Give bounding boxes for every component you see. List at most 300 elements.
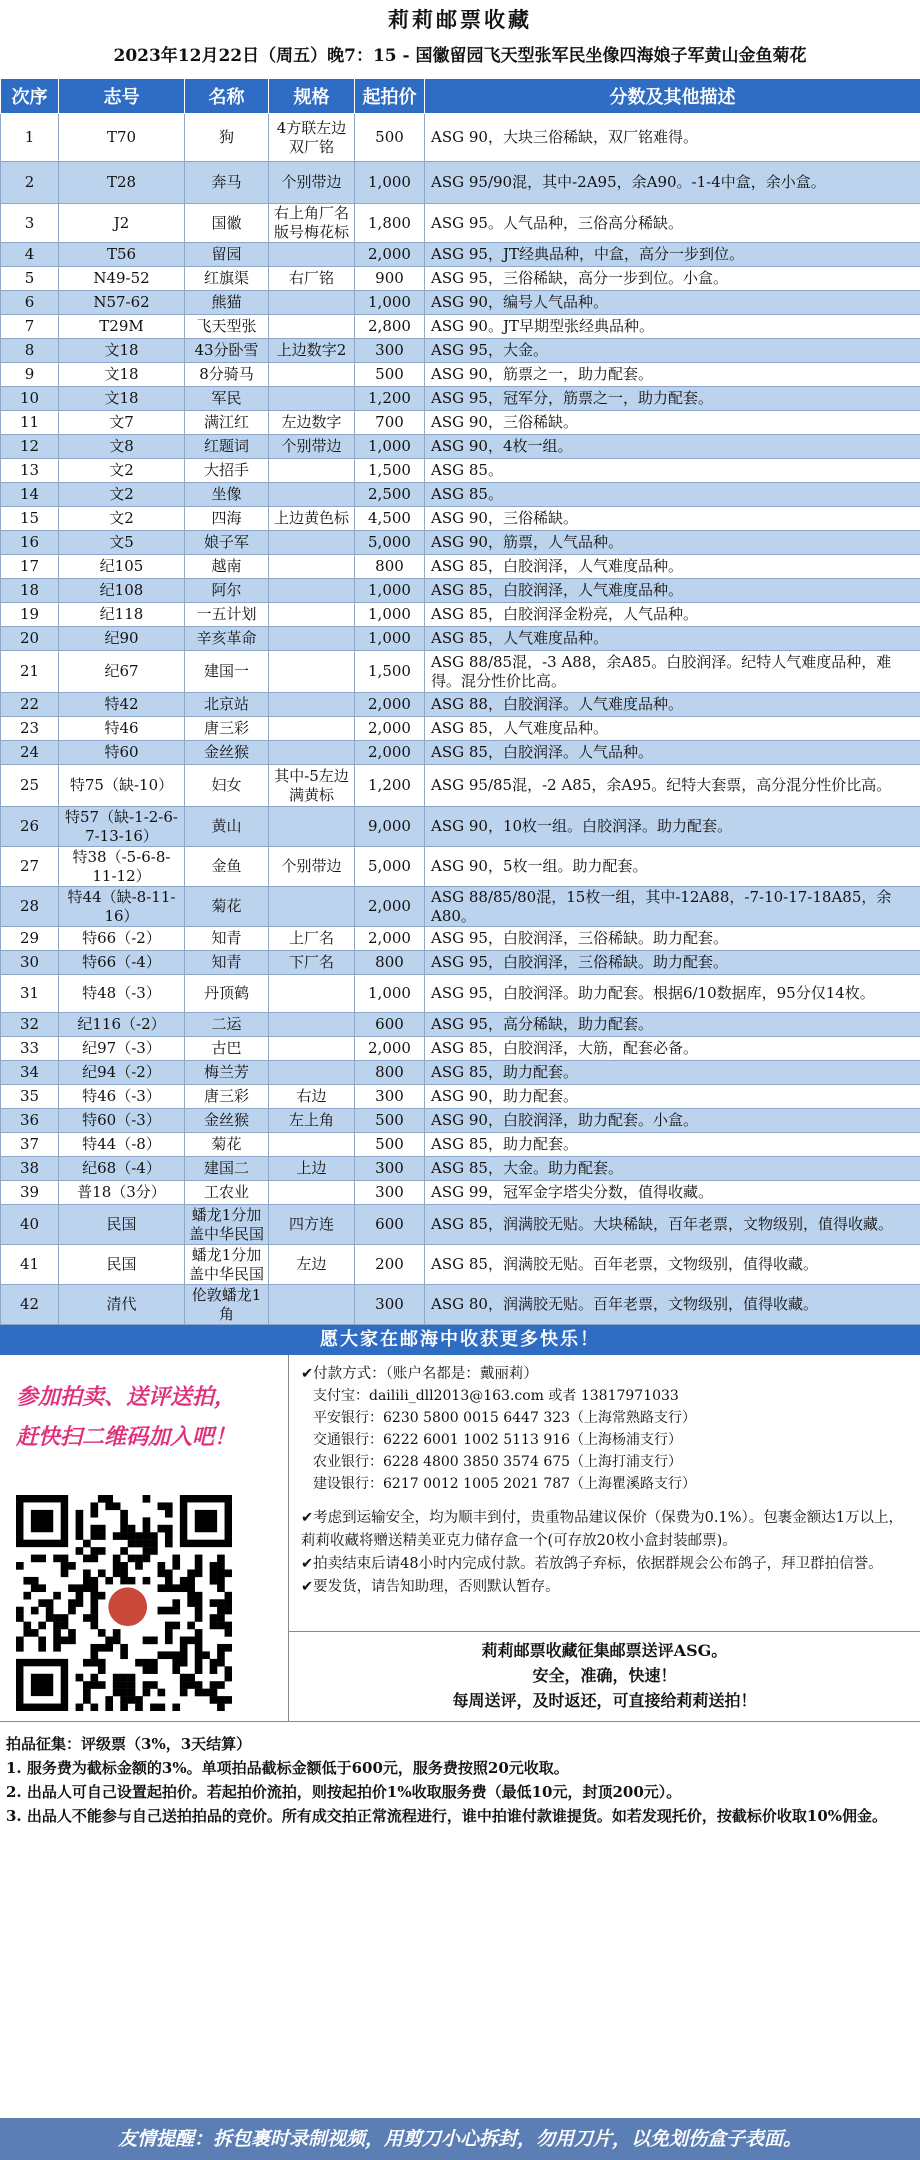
stamp-code: 纪94（-2）: [59, 1061, 185, 1085]
stamp-code: 纪67: [59, 651, 185, 693]
lot-description: ASG 95/85混，-2 A85，余A95。纪特大套票，高分混分性价比高。: [425, 765, 920, 807]
stamp-code: T56: [59, 243, 185, 267]
table-row: [1, 315, 920, 339]
lot-description: ASG 90。JT早期型张经典品种。: [425, 315, 920, 339]
consignment-rules: [0, 1722, 920, 1892]
shipping-notes: [289, 1495, 920, 1599]
stamp-name: 二运: [185, 1013, 269, 1037]
start-price: 2,000: [355, 927, 425, 951]
lot-description: ASG 88/85/80混，15枚一组，其中-12A88，-7-10-17-18A85，余A80。: [425, 887, 920, 927]
table-row: [1, 807, 920, 847]
lot-number: 15: [1, 507, 59, 531]
stamp-code: 特38（-5-6-8-11-12）: [59, 847, 185, 887]
promo-line-2: 赶快扫二维码加入吧！: [16, 1424, 237, 1450]
rules-heading: 拍品征集：评级票（3%，3天结算）: [6, 1735, 252, 1753]
stamp-name: 留园: [185, 243, 269, 267]
col-header-price: 起拍价: [355, 79, 425, 114]
stamp-spec: [269, 693, 355, 717]
note-shipping: ✔考虑到运输安全，均为顺丰到付，贵重物品建议保价（保费为0.1%）。包裹金额达1万以上，莉莉收藏将赠送精美亚克力储存盒一个(可存放20枚小盒封装邮票)。: [301, 1510, 903, 1549]
lot-description: ASG 95。人气品种，三俗高分稀缺。: [425, 204, 920, 243]
lot-description: ASG 85，人气难度品种。: [425, 627, 920, 651]
lot-number: 25: [1, 765, 59, 807]
table-row: [1, 951, 920, 975]
table-row: [1, 459, 920, 483]
stamp-code: N49-52: [59, 267, 185, 291]
lot-description: ASG 90，助力配套。: [425, 1085, 920, 1109]
stamp-spec: [269, 243, 355, 267]
start-price: 2,000: [355, 887, 425, 927]
lot-number: 9: [1, 363, 59, 387]
lot-description: ASG 85，白胶润泽，人气难度品种。: [425, 555, 920, 579]
table-row: [1, 363, 920, 387]
lot-number: 1: [1, 114, 59, 162]
lot-number: 11: [1, 411, 59, 435]
col-header-no: 次序: [1, 79, 59, 114]
payment-info: [289, 1355, 920, 1495]
lot-number: 8: [1, 339, 59, 363]
bank-account: 建设银行：6217 0012 1005 2021 787（上海瞿溪路支行）: [313, 1476, 697, 1492]
stamp-spec: 右厂铭: [269, 267, 355, 291]
stamp-code: 文2: [59, 507, 185, 531]
lot-description: ASG 95/90混，其中-2A95，余A90。-1-4中盒，余小盒。: [425, 162, 920, 204]
lot-number: 3: [1, 204, 59, 243]
stamp-spec: 右边: [269, 1085, 355, 1109]
stamp-code: 特60: [59, 741, 185, 765]
stamp-name: 红题词: [185, 435, 269, 459]
start-price: 2,500: [355, 483, 425, 507]
lot-number: 2: [1, 162, 59, 204]
qr-code[interactable]: [16, 1495, 232, 1711]
lot-number: 41: [1, 1245, 59, 1285]
stamp-spec: 四方连: [269, 1205, 355, 1245]
wish-banner: 愿大家在邮海中收获更多快乐！: [0, 1325, 920, 1355]
promo-text: [0, 1355, 288, 1457]
stamp-code: 特60（-3）: [59, 1109, 185, 1133]
stamp-name: 越南: [185, 555, 269, 579]
stamp-name: 金鱼: [185, 847, 269, 887]
start-price: 500: [355, 114, 425, 162]
stamp-spec: [269, 627, 355, 651]
stamp-spec: [269, 651, 355, 693]
stamp-name: 狗: [185, 114, 269, 162]
lot-number: 27: [1, 847, 59, 887]
lot-description: ASG 95，高分稀缺，助力配套。: [425, 1013, 920, 1037]
stamp-code: 文2: [59, 483, 185, 507]
table-row: [1, 1205, 920, 1245]
start-price: 1,000: [355, 162, 425, 204]
stamp-code: 特46（-3）: [59, 1085, 185, 1109]
stamp-code: 文8: [59, 435, 185, 459]
lot-number: 20: [1, 627, 59, 651]
stamp-name: 建国一: [185, 651, 269, 693]
table-row: [1, 1037, 920, 1061]
lots-table: [0, 78, 920, 1325]
header: [0, 0, 920, 78]
lot-description: ASG 90，筋票，人气品种。: [425, 531, 920, 555]
table-row: [1, 1109, 920, 1133]
table-row: [1, 765, 920, 807]
stamp-spec: 上边: [269, 1157, 355, 1181]
stamp-spec: 个别带边: [269, 162, 355, 204]
lot-number: 28: [1, 887, 59, 927]
lot-description: ASG 85，白胶润泽。人气品种。: [425, 741, 920, 765]
lot-number: 4: [1, 243, 59, 267]
stamp-spec: [269, 807, 355, 847]
note-delivery: ✔要发货，请告知助理，否则默认暂存。: [301, 1579, 560, 1595]
table-row: [1, 531, 920, 555]
start-price: 2,000: [355, 741, 425, 765]
stamp-name: 妇女: [185, 765, 269, 807]
lot-description: ASG 85，助力配套。: [425, 1133, 920, 1157]
lot-number: 33: [1, 1037, 59, 1061]
lot-description: ASG 95，白胶润泽。助力配套。根据6/10数据库，95分仅14枚。: [425, 975, 920, 1013]
stamp-name: 熊猫: [185, 291, 269, 315]
stamp-spec: [269, 741, 355, 765]
stamp-code: T29M: [59, 315, 185, 339]
start-price: 1,000: [355, 975, 425, 1013]
page-title: 莉莉邮票收藏: [388, 7, 532, 32]
stamp-spec: 左上角: [269, 1109, 355, 1133]
stamp-name: 蟠龙1分加盖中华民国: [185, 1245, 269, 1285]
lot-description: ASG 90，5枚一组。助力配套。: [425, 847, 920, 887]
stamp-code: 纪116（-2）: [59, 1013, 185, 1037]
table-header-row: [1, 79, 920, 114]
start-price: 300: [355, 1085, 425, 1109]
stamp-name: 唐三彩: [185, 1085, 269, 1109]
stamp-code: 特44（缺-8-11-16）: [59, 887, 185, 927]
table-row: [1, 1157, 920, 1181]
stamp-name: 四海: [185, 507, 269, 531]
qr-center-logo-icon: [108, 1587, 147, 1626]
stamp-spec: 上边黄色标: [269, 507, 355, 531]
stamp-code: 特66（-4）: [59, 951, 185, 975]
stamp-code: 文18: [59, 339, 185, 363]
stamp-code: 特44（-8）: [59, 1133, 185, 1157]
stamp-spec: [269, 363, 355, 387]
lot-description: ASG 88，白胶润泽。人气难度品种。: [425, 693, 920, 717]
table-row: [1, 267, 920, 291]
lot-description: ASG 95，大金。: [425, 339, 920, 363]
stamp-code: 特66（-2）: [59, 927, 185, 951]
lot-number: 26: [1, 807, 59, 847]
stamp-name: 大招手: [185, 459, 269, 483]
stamp-code: 文7: [59, 411, 185, 435]
start-price: 500: [355, 1133, 425, 1157]
lot-number: 29: [1, 927, 59, 951]
lot-number: 37: [1, 1133, 59, 1157]
table-row: [1, 627, 920, 651]
asg-service-box: [289, 1631, 920, 1721]
stamp-name: 黄山: [185, 807, 269, 847]
asg-line-2: 安全，准确，快速！: [532, 1666, 677, 1685]
start-price: 600: [355, 1013, 425, 1037]
stamp-name: 一五计划: [185, 603, 269, 627]
stamp-spec: [269, 579, 355, 603]
lot-description: ASG 80，润满胶无贴。百年老票，文物级别，值得收藏。: [425, 1285, 920, 1325]
lot-number: 5: [1, 267, 59, 291]
lot-description: ASG 85，白胶润泽，大筋，配套必备。: [425, 1037, 920, 1061]
table-row: [1, 555, 920, 579]
info-section: [0, 1355, 920, 1722]
stamp-code: 特48（-3）: [59, 975, 185, 1013]
lot-number: 6: [1, 291, 59, 315]
stamp-spec: 上边数字2: [269, 339, 355, 363]
lot-description: ASG 90，编号人气品种。: [425, 291, 920, 315]
lot-description: ASG 95，JT经典品种，中盒，高分一步到位。: [425, 243, 920, 267]
lot-description: ASG 90，三俗稀缺。: [425, 507, 920, 531]
stamp-code: 文2: [59, 459, 185, 483]
table-row: [1, 1013, 920, 1037]
lot-number: 19: [1, 603, 59, 627]
promo-panel: [0, 1355, 289, 1721]
stamp-code: N57-62: [59, 291, 185, 315]
start-price: 1,000: [355, 291, 425, 315]
stamp-code: 文18: [59, 363, 185, 387]
stamp-name: 金丝猴: [185, 741, 269, 765]
lot-number: 36: [1, 1109, 59, 1133]
lot-description: ASG 85，大金。助力配套。: [425, 1157, 920, 1181]
table-row: [1, 1133, 920, 1157]
stamp-name: 菊花: [185, 887, 269, 927]
lot-number: 35: [1, 1085, 59, 1109]
stamp-code: 纪68（-4）: [59, 1157, 185, 1181]
lot-description: ASG 85。: [425, 459, 920, 483]
start-price: 2,800: [355, 315, 425, 339]
stamp-spec: [269, 555, 355, 579]
lot-number: 12: [1, 435, 59, 459]
col-header-name: 名称: [185, 79, 269, 114]
start-price: 900: [355, 267, 425, 291]
stamp-code: 纪90: [59, 627, 185, 651]
stamp-spec: 左边数字: [269, 411, 355, 435]
stamp-code: 清代: [59, 1285, 185, 1325]
stamp-code: 特42: [59, 693, 185, 717]
lot-number: 7: [1, 315, 59, 339]
stamp-spec: 下厂名: [269, 951, 355, 975]
lot-description: ASG 95，白胶润泽，三俗稀缺。助力配套。: [425, 927, 920, 951]
lot-description: ASG 95，白胶润泽，三俗稀缺。助力配套。: [425, 951, 920, 975]
lot-number: 40: [1, 1205, 59, 1245]
lot-description: ASG 90，筋票之一，助力配套。: [425, 363, 920, 387]
footer-reminder: 友情提醒：拆包裹时录制视频，用剪刀小心拆封，勿用刀片，以免划伤盒子表面。: [0, 2118, 920, 2160]
lot-number: 18: [1, 579, 59, 603]
start-price: 1,000: [355, 627, 425, 651]
start-price: 5,000: [355, 847, 425, 887]
stamp-spec: [269, 1013, 355, 1037]
start-price: 500: [355, 363, 425, 387]
stamp-code: 纪105: [59, 555, 185, 579]
stamp-spec: [269, 887, 355, 927]
stamp-code: 普18（3分）: [59, 1181, 185, 1205]
table-row: [1, 411, 920, 435]
stamp-spec: [269, 717, 355, 741]
table-row: [1, 483, 920, 507]
stamp-name: 伦敦蟠龙1角: [185, 1285, 269, 1325]
stamp-name: 唐三彩: [185, 717, 269, 741]
stamp-name: 古巴: [185, 1037, 269, 1061]
stamp-name: 金丝猴: [185, 1109, 269, 1133]
lot-number: 38: [1, 1157, 59, 1181]
lot-description: ASG 88/85混，-3 A88，余A85。白胶润泽。纪特人气难度品种，难得。混分性价比高。: [425, 651, 920, 693]
stamp-code: T28: [59, 162, 185, 204]
stamp-name: 红旗渠: [185, 267, 269, 291]
stamp-name: 梅兰芳: [185, 1061, 269, 1085]
payment-panel: [289, 1355, 920, 1721]
stamp-name: 菊花: [185, 1133, 269, 1157]
start-price: 1,800: [355, 204, 425, 243]
asg-line-1: 莉莉邮票收藏征集邮票送评ASG。: [481, 1641, 728, 1660]
start-price: 300: [355, 339, 425, 363]
stamp-name: 知青: [185, 927, 269, 951]
stamp-name: 满江红: [185, 411, 269, 435]
table-row: [1, 887, 920, 927]
lot-number: 13: [1, 459, 59, 483]
lot-description: ASG 85，人气难度品种。: [425, 717, 920, 741]
stamp-code: 文5: [59, 531, 185, 555]
stamp-spec: [269, 975, 355, 1013]
lot-number: 42: [1, 1285, 59, 1325]
table-row: [1, 741, 920, 765]
stamp-name: 工农业: [185, 1181, 269, 1205]
stamp-name: 北京站: [185, 693, 269, 717]
table-row: [1, 1181, 920, 1205]
start-price: 4,500: [355, 507, 425, 531]
lot-description: ASG 95，三俗稀缺，高分一步到位。小盒。: [425, 267, 920, 291]
lot-description: ASG 85，润满胶无贴。大块稀缺，百年老票，文物级别，值得收藏。: [425, 1205, 920, 1245]
stamp-name: 阿尔: [185, 579, 269, 603]
stamp-name: 43分卧雪: [185, 339, 269, 363]
stamp-name: 坐像: [185, 483, 269, 507]
start-price: 1,000: [355, 603, 425, 627]
stamp-spec: 上厂名: [269, 927, 355, 951]
table-row: [1, 1061, 920, 1085]
rule-item: 2. 出品人可自己设置起拍价。若起拍价流拍，则按起拍价1%收取服务费（最低10元，封顶200元）。: [6, 1783, 682, 1801]
lot-number: 32: [1, 1013, 59, 1037]
lot-description: ASG 90，4枚一组。: [425, 435, 920, 459]
start-price: 2,000: [355, 717, 425, 741]
lot-number: 10: [1, 387, 59, 411]
table-row: [1, 291, 920, 315]
rule-item: 3. 出品人不能参与自己送拍拍品的竞价。所有成交拍正常流程进行，谁中拍谁付款谁提货。如若发现托价，按截标价收取10%佣金。: [6, 1807, 888, 1825]
table-row: [1, 651, 920, 693]
rule-item: 1. 服务费为截标金额的3%。单项拍品截标金额低于600元，服务费按照20元收取。: [6, 1759, 569, 1777]
stamp-name: 8分骑马: [185, 363, 269, 387]
stamp-name: 丹顶鹤: [185, 975, 269, 1013]
table-row: [1, 1285, 920, 1325]
start-price: 1,500: [355, 651, 425, 693]
table-row: [1, 579, 920, 603]
lot-number: 16: [1, 531, 59, 555]
lot-description: ASG 90，大块三俗稀缺，双厂铭难得。: [425, 114, 920, 162]
lot-description: ASG 85，助力配套。: [425, 1061, 920, 1085]
asg-line-3: 每周送评，及时返还，可直接给莉莉送拍！: [452, 1691, 757, 1710]
stamp-code: J2: [59, 204, 185, 243]
stamp-code: 特57（缺-1-2-6-7-13-16）: [59, 807, 185, 847]
stamp-code: 民国: [59, 1245, 185, 1285]
lot-description: ASG 90，10枚一组。白胶润泽。助力配套。: [425, 807, 920, 847]
stamp-spec: 右上角厂名版号梅花标: [269, 204, 355, 243]
lot-description: ASG 85，白胶润泽，人气难度品种。: [425, 579, 920, 603]
stamp-code: T70: [59, 114, 185, 162]
stamp-name: 奔马: [185, 162, 269, 204]
stamp-spec: [269, 1181, 355, 1205]
table-row: [1, 717, 920, 741]
start-price: 500: [355, 1109, 425, 1133]
lot-number: 22: [1, 693, 59, 717]
table-row: [1, 204, 920, 243]
table-row: [1, 162, 920, 204]
col-header-desc: 分数及其他描述: [425, 79, 920, 114]
table-row: [1, 693, 920, 717]
stamp-spec: [269, 1061, 355, 1085]
bank-account: 交通银行：6222 6001 1002 5113 916（上海杨浦支行）: [313, 1432, 683, 1448]
start-price: 5,000: [355, 531, 425, 555]
stamp-spec: [269, 387, 355, 411]
lot-number: 30: [1, 951, 59, 975]
start-price: 300: [355, 1285, 425, 1325]
lot-number: 31: [1, 975, 59, 1013]
lot-number: 39: [1, 1181, 59, 1205]
lot-description: ASG 90，三俗稀缺。: [425, 411, 920, 435]
lot-description: ASG 85。: [425, 483, 920, 507]
lot-number: 34: [1, 1061, 59, 1085]
table-row: [1, 435, 920, 459]
stamp-spec: [269, 1133, 355, 1157]
lot-description: ASG 85，润满胶无贴。百年老票，文物级别，值得收藏。: [425, 1245, 920, 1285]
stamp-code: 民国: [59, 1205, 185, 1245]
lot-description: ASG 95，冠军分，筋票之一，助力配套。: [425, 387, 920, 411]
stamp-code: 文18: [59, 387, 185, 411]
table-row: [1, 387, 920, 411]
lot-number: 24: [1, 741, 59, 765]
alipay-account: 支付宝：dailili_dll2013@163.com 或者 13817971033: [313, 1388, 679, 1404]
start-price: 800: [355, 1061, 425, 1085]
table-row: [1, 1245, 920, 1285]
start-price: 600: [355, 1205, 425, 1245]
stamp-code: 纪118: [59, 603, 185, 627]
payment-heading: ✔付款方式：（账户名都是：戴丽莉）: [301, 1366, 538, 1382]
start-price: 2,000: [355, 693, 425, 717]
stamp-name: 辛亥革命: [185, 627, 269, 651]
start-price: 2,000: [355, 1037, 425, 1061]
table-row: [1, 975, 920, 1013]
lot-number: 17: [1, 555, 59, 579]
stamp-spec: [269, 483, 355, 507]
start-price: 200: [355, 1245, 425, 1285]
bank-account: 平安银行：6230 5800 0015 6447 323（上海常熟路支行）: [313, 1410, 697, 1426]
start-price: 800: [355, 555, 425, 579]
col-header-code: 志号: [59, 79, 185, 114]
lot-description: ASG 90，白胶润泽，助力配套。小盒。: [425, 1109, 920, 1133]
stamp-name: 军民: [185, 387, 269, 411]
start-price: 1,200: [355, 387, 425, 411]
stamp-spec: [269, 531, 355, 555]
stamp-spec: 其中-5左边满黄标: [269, 765, 355, 807]
lot-description: ASG 99，冠军金字塔尖分数，值得收藏。: [425, 1181, 920, 1205]
stamp-spec: [269, 1037, 355, 1061]
start-price: 2,000: [355, 243, 425, 267]
stamp-name: 娘子军: [185, 531, 269, 555]
stamp-spec: 4方联左边双厂铭: [269, 114, 355, 162]
start-price: 1,000: [355, 435, 425, 459]
lot-number: 14: [1, 483, 59, 507]
stamp-code: 特75（缺-10）: [59, 765, 185, 807]
auction-subtitle: 2023年12月22日（周五）晚7：15 - 国徽留园飞天型张军民坐像四海娘子军黄山金鱼菊花: [113, 46, 807, 66]
start-price: 1,000: [355, 579, 425, 603]
start-price: 300: [355, 1157, 425, 1181]
stamp-spec: [269, 315, 355, 339]
stamp-name: 飞天型张: [185, 315, 269, 339]
